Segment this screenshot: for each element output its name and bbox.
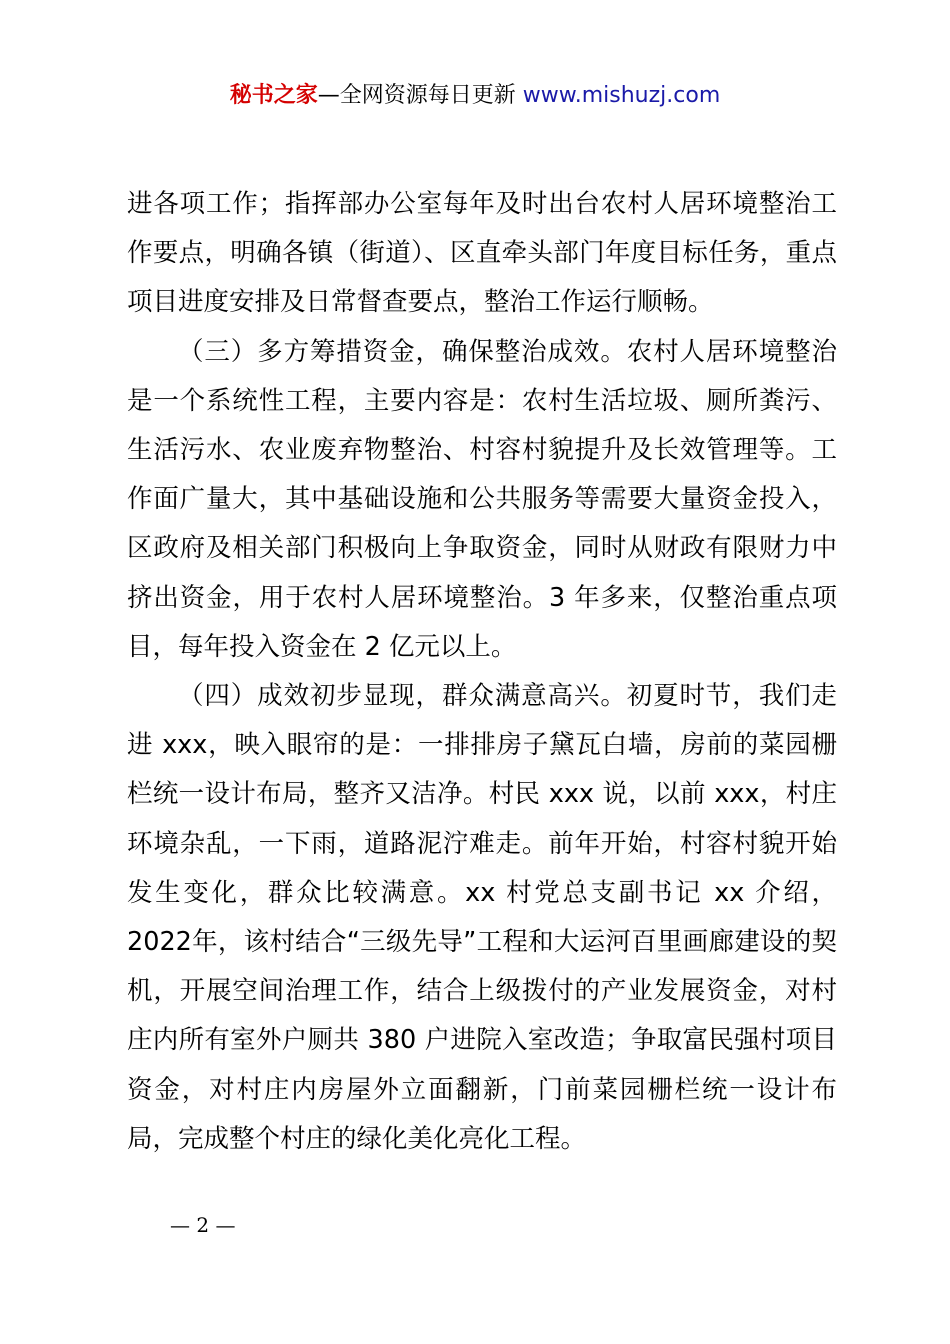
paragraph-section-four: （四）成效初步显现，群众满意高兴。初夏时节，我们走进 xxx，映入眼帘的是：一排排房子黛瓦白墙，房前的菜园栅栏统一设计布局，整齐又洁净。村民 xxx 说，以前 xxx，村庄环境杂乱，一下雨，道路泥泞难走。前年开始，村容村貌开始发生变化，群众比较满意。xx 村党总支副书记 xx 介绍，2022年，该村结合“三级先导”工程和大运河百里画廊建设的契机，开展空间治理工作，结合上级拨付的产业发展资金，对村庄内所有室外户厕共 380 户进院入室改造；争取富民强村项目资金，对村庄内房屋外立面翻新，门前菜园栅栏统一设计布局，完成整个村庄的绿化美化亮化工程。 <box>127 681 837 1154</box>
page-number: — 2 — <box>170 1213 236 1237</box>
paragraph-section-three: （三）多方筹措资金，确保整治成效。农村人居环境整治是一个系统性工程，主要内容是：农村生活垃圾、厕所粪污、生活污水、农业废弃物整治、村容村貌提升及长效管理等。工作面广量大，其中基础设施和公共服务等需要大量资金投入，区政府及相关部门积极向上争取资金，同时从财政有限财力中挤出资金，用于农村人居环境整治。3 年多来，仅整治重点项目，每年投入资金在 2 亿元以上。 <box>127 336 837 662</box>
paragraph-continued: 进各项工作；指挥部办公室每年及时出台农村人居环境整治工作要点，明确各镇（街道）、区直牵头部门年度目标任务，重点项目进度安排及日常督查要点，整治工作运行顺畅。 <box>127 189 837 318</box>
page-header <box>0 80 950 112</box>
site-brand: 秘书之家 <box>229 83 318 108</box>
document-body <box>127 180 837 1164</box>
site-slogan: —全网资源每日更新 <box>317 83 523 108</box>
site-url[interactable]: www.mishuzj.com <box>522 83 721 108</box>
